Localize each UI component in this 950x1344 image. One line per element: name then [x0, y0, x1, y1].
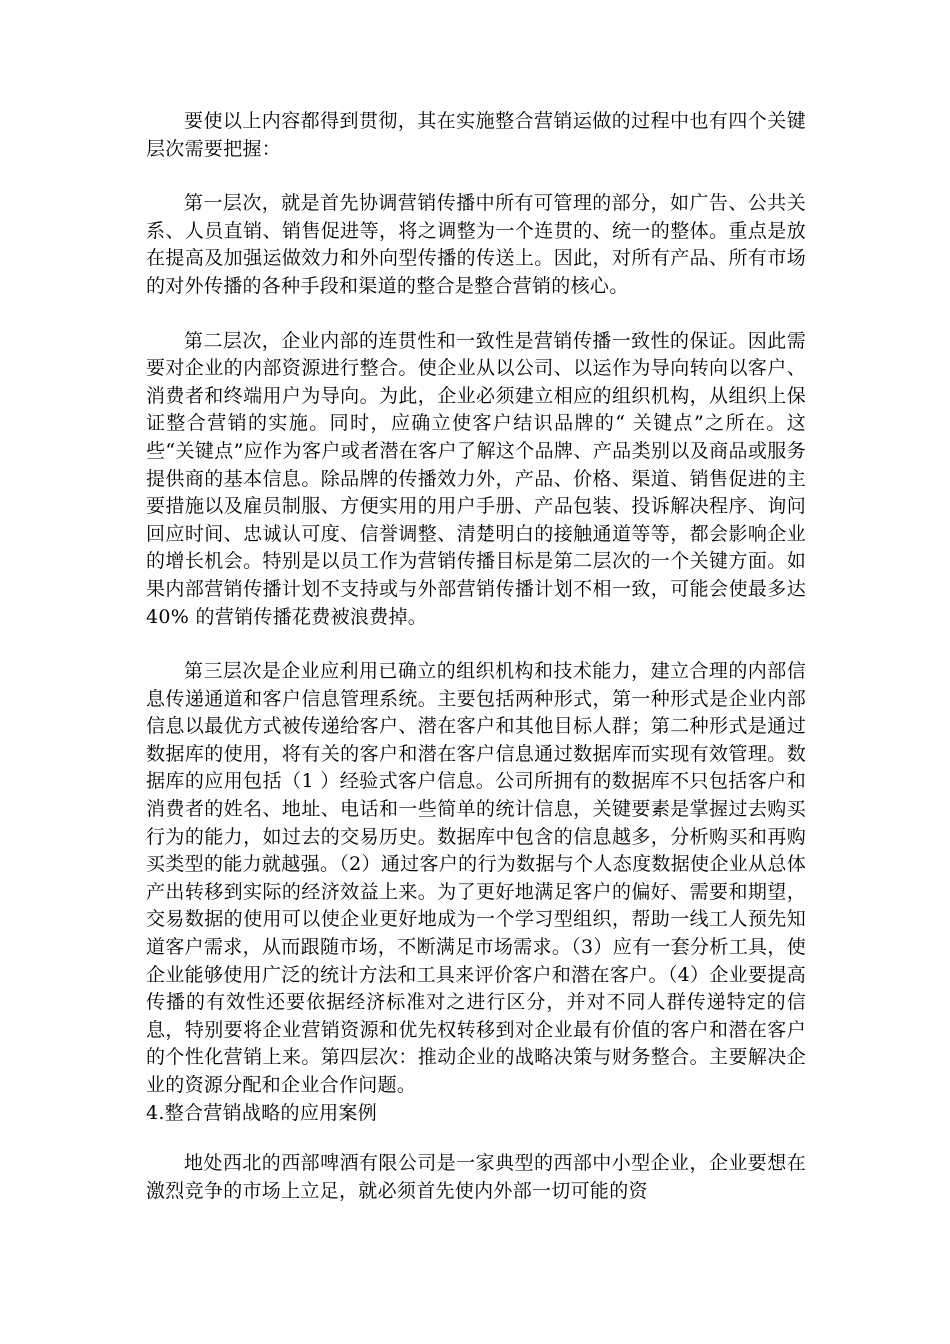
case-paragraph: 地处西北的西部啤酒有限公司是一家典型的西部中小型企业，企业要想在激烈竞争的市场上立足，就必须首先使内外部一切可能的资 — [146, 1152, 806, 1202]
level-three-paragraph: 第三层次是企业应利用已确立的组织机构和技术能力，建立合理的内部信息传递通道和客户信息管理系统。主要包括两种形式，第一种形式是企业内部信息以最优方式被传递给客户、潜在客户和其他目标人群；第二种形式是通过数据库的使用，将有关的客户和潜在客户信息通过数据库而实现有效管理。数据库的应用包括（1 ）经验式客户信息。公司所拥有的数据库不只包括客户和消费者的姓名、地址、电话和一些简单的统计信息，关键要素是掌握过去购买行为的能力，如过去的交易历史。数据库中包含的信息越多，分析购买和再购买类型的能力就越强。（2）通过客户的行为数据与个人态度数据使企业从总体产出转移到实际的经济效益上来。为了更好地满足客户的偏好、需要和期望，交易数据的使用可以使企业更好地成为一个学习型组织，帮助一线工人预先知道客户需求，从而跟随市场，不断满足市场需求。（3）应有一套分析工具，使企业能够使用广泛的统计方法和工具来评价客户和潜在客户。（4）企业要提高传播的有效性还要依据经济标准对之进行区分，并对不同人群传递特定的信息，特别要将企业营销资源和优先权转移到对企业最有价值的客户和潜在客户的个性化营销上来。第四层次：推动企业的战略决策与财务整合。主要解决企业的资源分配和企业合作问题。 — [146, 660, 806, 1096]
document-page — [146, 108, 806, 1205]
section-heading: 4.整合营销战略的应用案例 — [146, 1101, 378, 1124]
level-one-paragraph: 第一层次，就是首先协调营销传播中所有可管理的部分，如广告、公共关系、人员直销、销售促进等，将之调整为一个连贯的、统一的整体。重点是放在提高及加强运做效力和外向型传播的传送上。因此，对所有产品、所有市场的对外传播的各种手段和渠道的整合是整合营销的核心。 — [146, 192, 806, 297]
level-two-paragraph: 第二层次，企业内部的连贯性和一致性是营销传播一致性的保证。因此需要对企业的内部资源进行整合。使企业从以公司、以运作为导向转向以客户、消费者和终端用户为导向。为此，企业必须建立相应的组织机构，从组织上保证整合营销的实施。同时，应确立使客户结识品牌的“ 关键点”之所在。这些“关键点”应作为客户或者潜在客户了解这个品牌、产品类别以及商品或服务提供商的基本信息。除品牌的传播效力外，产品、价格、渠道、销售促进的主要措施以及雇员制服、方便实用的用户手册、产品包装、投诉解决程序、询问回应时间、忠诚认可度、信誉调整、清楚明白的接触通道等等，都会影响企业的增长机会。特别是以员工作为营销传播目标是第二层次的一个关键方面。如果内部营销传播计划不支持或与外部营销传播计划不相一致，可能会使最多达40% 的营销传播花费被浪费掉。 — [146, 329, 806, 628]
intro-paragraph: 要使以上内容都得到贯彻，其在实施整合营销运做的过程中也有四个关键层次需要把握： — [146, 110, 806, 160]
